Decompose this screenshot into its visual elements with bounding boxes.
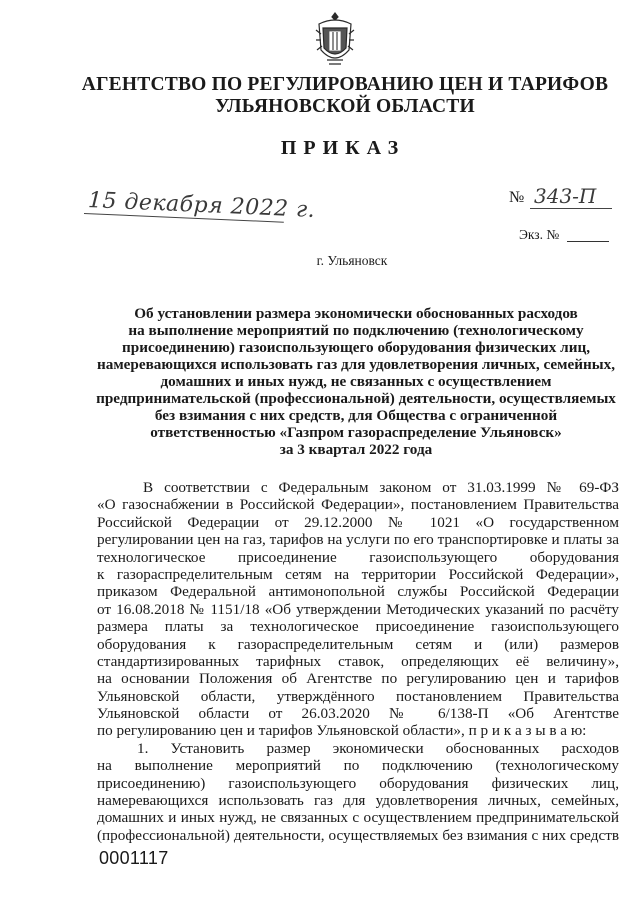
body-line: Ульяновской области, утверждённого постановлением Правительства (97, 687, 619, 705)
body-line: по регулированию цен и тарифов Ульяновской области», п р и к а з ы в а ю: (97, 722, 587, 740)
order-number-underline (530, 208, 612, 209)
body-line: «О газоснабжении в Российской Федерации», постановлением Правительства (97, 496, 619, 514)
body-line: Российской Федерации от 29.12.2000 № 1021 «О государственном (97, 513, 619, 531)
body-line: на основании Положения об Агентстве по регулированию цен и тарифов (97, 670, 619, 688)
agency-name (0, 74, 640, 118)
order-body (97, 479, 619, 844)
registration-number: 0001117 (99, 848, 169, 868)
body-line: размера платы за технологическое присоединение газоиспользующего (97, 618, 619, 636)
subject-line: за 3 квартал 2022 года (279, 441, 433, 458)
body-line: на выполнение мероприятий по подключению (технологическому (97, 757, 619, 775)
body-line: к газораспределительным сетям на территории Российской Федерации», (97, 565, 619, 583)
copy-number-blank (567, 241, 609, 242)
handwritten-order-number: 343-П (534, 184, 597, 208)
coat-of-arms-emblem (313, 10, 357, 68)
subject-line: предпринимательской (профессиональной) деятельности, осуществляемых (96, 390, 616, 407)
subject-line: домашних и иных нужд, не связанных с осуществлением (160, 373, 552, 390)
body-line: (профессиональной) деятельности, осуществляемых без взимания с них средств (97, 826, 619, 844)
body-line: домашних и иных нужд, не связанных с осуществлением предпринимательской (97, 809, 619, 827)
body-line: Ульяновской области от 26.03.2020 № 6/138-П «Об Агентстве (97, 705, 619, 723)
order-number-label: № (509, 189, 525, 206)
subject-line: присоединению) газоиспользующего оборудования физичеcких лиц, (122, 339, 590, 356)
copy-number-label: Экз. № (519, 227, 560, 242)
subject-line: ответственностью «Газпром газораспределение Ульяновск» (150, 424, 562, 441)
body-line: стандартизированных тарифных ставок, определяющих её величину», (97, 652, 619, 670)
agency-name-line1: АГЕНТСТВО ПО РЕГУЛИРОВАНИЮ ЦЕН И ТАРИФОВ (81, 74, 609, 95)
body-line: от 16.08.2018 № 1151/18 «Об утверждении Методических указаний по расчёту (97, 600, 619, 618)
body-line: присоединению) газоиспользующего оборудования физических лиц, (97, 774, 619, 792)
subject-line: без взимания с них средств, для Общества с ограниченной (154, 407, 558, 424)
body-line: технологическое присоединение газоиспользующего оборудования (97, 548, 619, 566)
body-line: 1. Установить размер экономически обоснованных расходов (137, 739, 619, 757)
subject-line: на выполнение мероприятий по подключению (технологическому (128, 322, 584, 339)
handwritten-date: 15 декабря 2022 г. (87, 188, 316, 223)
body-line: В соответствии с Федеральным законом от 31.03.1999 № 69-ФЗ (143, 479, 619, 496)
order-title: ПРИКАЗ (280, 137, 406, 159)
body-line: регулировании цен на газ, тарифов на услуги по его транспортировке и платы за (97, 531, 619, 549)
subject-line: Об установлении размера экономически обоснованных расходов (134, 305, 578, 322)
body-line: оборудования к газораспределительным сетям и (или) размеров (97, 635, 619, 653)
body-line: приказом Федеральной антимонопольной службы Российской Федерации (97, 583, 619, 601)
body-line: намеревающихся использовать газ для удовлетворения личных, семейных, (97, 792, 619, 810)
city-line: г. Ульяновск (316, 253, 388, 268)
agency-name-line2: УЛЬЯНОВСКОЙ ОБЛАСТИ (215, 96, 475, 117)
subject-line: намеревающихся использовать газ для удовлетворения личных, семейных, (96, 356, 615, 373)
order-subject (80, 305, 632, 458)
